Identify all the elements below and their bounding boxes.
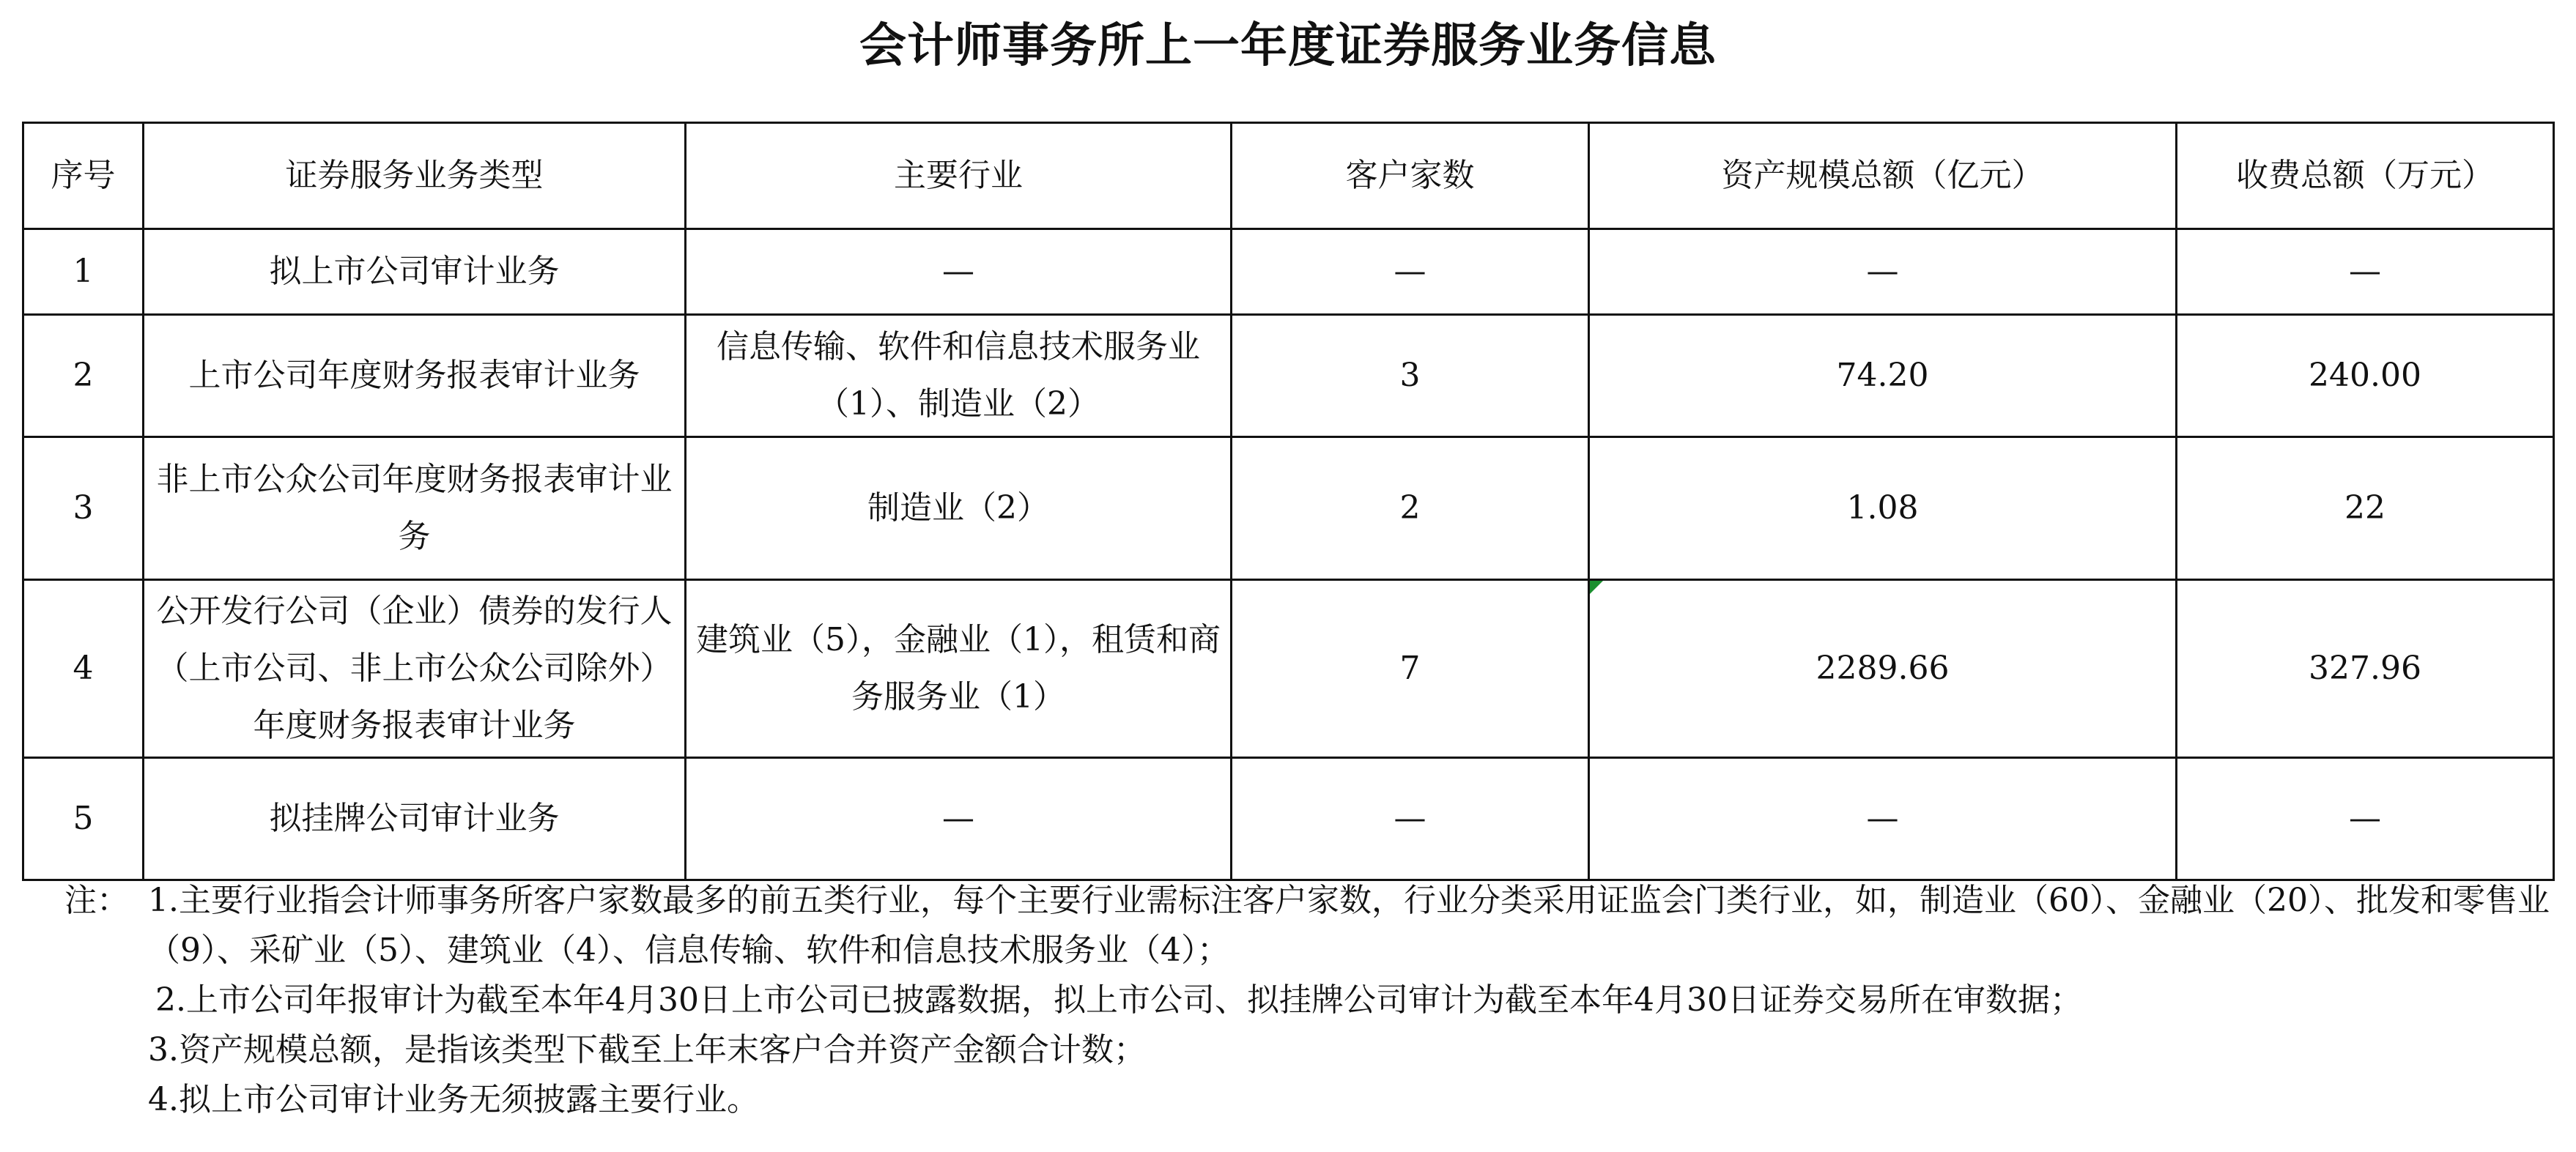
header-main-industry: 主要行业 <box>686 123 1232 229</box>
cell-client-count: 3 <box>1232 315 1589 437</box>
cell-client-count: — <box>1232 229 1589 315</box>
cell-serial-no: 1 <box>23 229 144 315</box>
cell-total-assets: — <box>1589 229 2177 315</box>
page-title: 会计师事务所上一年度证券服务业务信息 <box>859 19 1717 73</box>
note-item <box>64 1025 2555 1075</box>
note-item <box>64 976 2555 1025</box>
table-row <box>23 758 2554 880</box>
table-row <box>23 315 2554 437</box>
cell-business-type: 上市公司年度财务报表审计业务 <box>144 315 686 437</box>
table-row <box>23 437 2554 580</box>
cell-main-industry: — <box>686 229 1232 315</box>
cell-total-assets: 74.20 <box>1589 315 2177 437</box>
cell-main-industry: 建筑业（5），金融业（1），租赁和商务服务业（1） <box>686 580 1232 758</box>
cell-client-count: 2 <box>1232 437 1589 580</box>
cell-client-count: — <box>1232 758 1589 880</box>
cell-serial-no: 2 <box>23 315 144 437</box>
cell-serial-no: 4 <box>23 580 144 758</box>
cell-total-assets <box>1589 580 2177 758</box>
cell-total-fees: — <box>2177 758 2554 880</box>
cell-client-count: 7 <box>1232 580 1589 758</box>
cell-business-type: 非上市公众公司年度财务报表审计业务 <box>144 437 686 580</box>
note-text: 3.资产规模总额，是指该类型下截至上年末客户合并资产金额合计数； <box>148 1031 1146 1069</box>
cell-main-industry: — <box>686 758 1232 880</box>
note-item <box>64 1075 2555 1125</box>
cell-total-assets-value: 2289.66 <box>1816 650 1950 687</box>
cell-main-industry: 制造业（2） <box>686 437 1232 580</box>
cell-serial-no: 5 <box>23 758 144 880</box>
cell-total-assets: 1.08 <box>1589 437 2177 580</box>
header-total-fees: 收费总额（万元） <box>2177 123 2554 229</box>
note-item <box>64 876 2555 976</box>
header-client-count: 客户家数 <box>1232 123 1589 229</box>
cell-main-industry: 信息传输、软件和信息技术服务业（1）、制造业（2） <box>686 315 1232 437</box>
cell-serial-no: 3 <box>23 437 144 580</box>
cell-business-type: 公开发行公司（企业）债券的发行人（上市公司、非上市公众公司除外）年度财务报表审计业务 <box>144 580 686 758</box>
header-business-type: 证券服务业务类型 <box>144 123 686 229</box>
header-total-assets: 资产规模总额（亿元） <box>1589 123 2177 229</box>
cell-business-type: 拟挂牌公司审计业务 <box>144 758 686 880</box>
cell-total-fees: 22 <box>2177 437 2554 580</box>
notes-label: 注： <box>64 882 129 919</box>
cell-total-fees: 327.96 <box>2177 580 2554 758</box>
securities-business-table <box>22 122 2555 881</box>
notes-section <box>64 876 2555 1125</box>
table-row <box>23 580 2554 758</box>
header-serial-no: 序号 <box>23 123 144 229</box>
note-text: 2.上市公司年报审计为截至本年4月30日上市公司已披露数据，拟上市公司、拟挂牌公司审计为截至本年4月30日证券交易所在审数据； <box>155 981 2082 1019</box>
note-text: 4.拟上市公司审计业务无须披露主要行业。 <box>148 1081 759 1118</box>
table-header-row <box>23 123 2554 229</box>
note-text: 1.主要行业指会计师事务所客户家数最多的前五类行业，每个主要行业需标注客户家数，行业分类采用证监会门类行业，如，制造业（60）、金融业（20）、批发和零售业（9）、采矿业（5）、建筑业（4）、信息传输、软件和信息技术服务业（4）； <box>148 882 2550 969</box>
cell-total-fees: — <box>2177 229 2554 315</box>
cell-total-fees: 240.00 <box>2177 315 2554 437</box>
cell-comment-marker-icon <box>1590 581 1603 594</box>
cell-business-type: 拟上市公司审计业务 <box>144 229 686 315</box>
table-row <box>23 229 2554 315</box>
cell-total-assets: — <box>1589 758 2177 880</box>
